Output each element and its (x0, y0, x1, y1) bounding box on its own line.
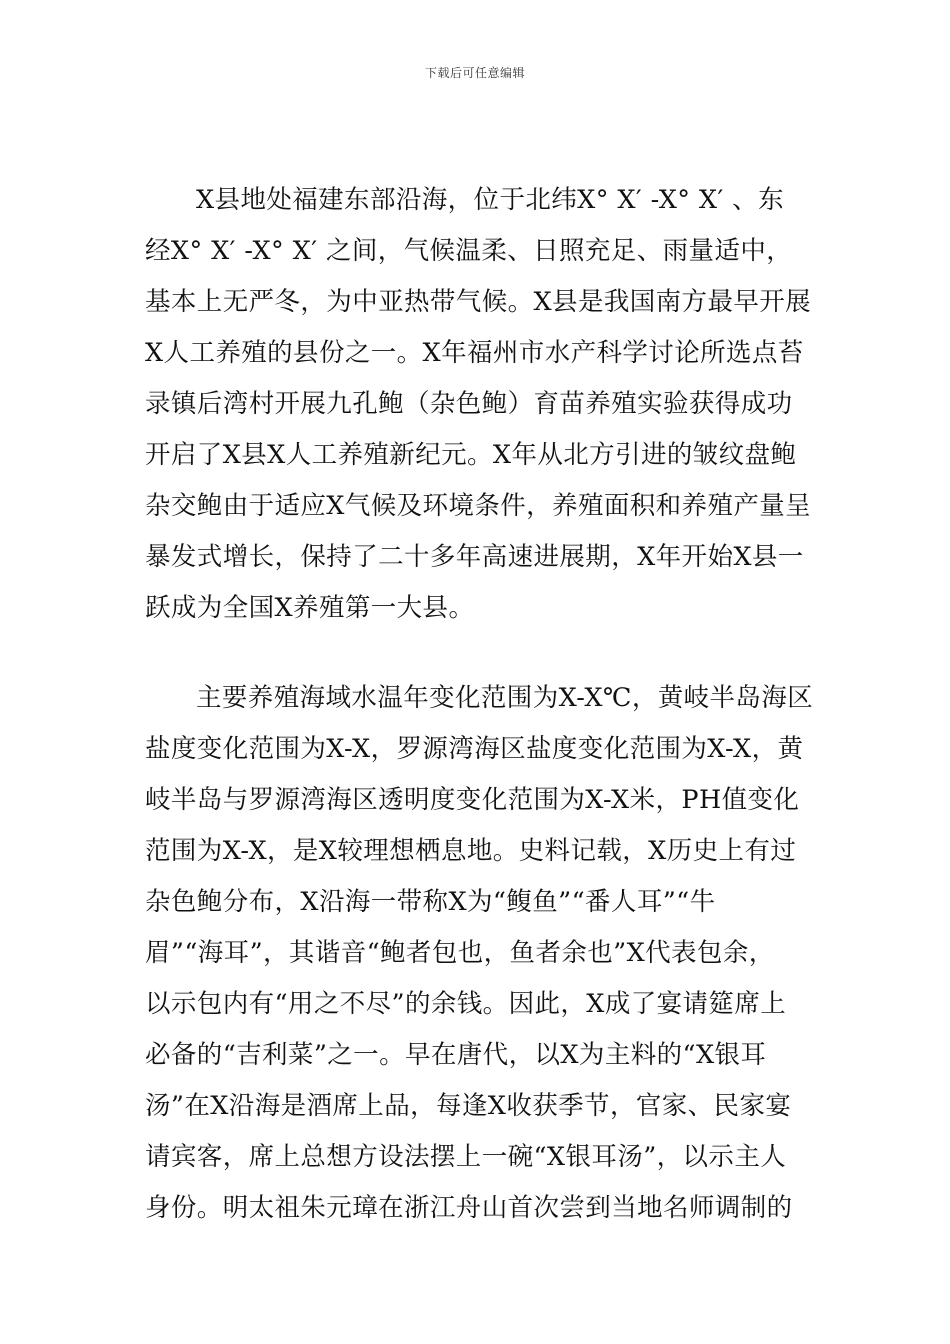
paragraph-line: 跃成为全国X养殖第一大县。 (145, 593, 475, 623)
paragraph-line: 经X° X′ -X° X′ 之间，气候温柔、日照充足、雨量适中， (145, 236, 793, 266)
paragraph-line: 杂色鲍分布，X沿海一带称X为“鳆鱼”“番人耳”“牛 (145, 887, 716, 917)
paragraph-line: X人工养殖的县份之一。X年福州市水产科学讨论所选点苔 (145, 338, 804, 368)
paragraph-line: 范围为X-X，是X较理想栖息地。史料记载，X历史上有过 (145, 836, 797, 866)
paragraph-line: 暴发式增长，保持了二十多年高速进展期，X年开始X县一 (145, 542, 804, 572)
paragraph-line: X县地处福建东部沿海，位于北纬X° X′ -X° X′ 、东 (196, 185, 784, 215)
paragraph-line: 汤”在X沿海是酒席上品，每逢X收获季节，官家、民家宴 (145, 1091, 792, 1121)
paragraph-line: 请宾客，席上总想方设法摆上一碗“X银耳汤”，以示主人 (145, 1142, 787, 1172)
paragraph-line: 录镇后湾村开展九孔鲍（杂色鲍）育苗养殖实验获得成功 (145, 389, 793, 419)
paragraph-line: 身份。明太祖朱元璋在浙江舟山首次尝到当地名师调制的 (145, 1193, 793, 1223)
paragraph-line: 基本上无严冬，为中亚热带气候。X县是我国南方最早开展 (145, 287, 812, 317)
paragraph-line: 必备的“吉利菜”之一。早在唐代，以X为主料的“X银耳 (145, 1040, 767, 1070)
paragraph-line: 岐半岛与罗源湾海区透明度变化范围为X-X米，PH值变化 (145, 785, 800, 815)
paragraph-line: 开启了X县X人工养殖新纪元。X年从北方引进的皱纹盘鲍 (145, 440, 797, 470)
paragraph-line: 以示包内有“用之不尽”的余钱。因此，X成了宴请筵席上 (145, 989, 787, 1019)
page-header: 下载后可任意编辑 (424, 66, 525, 80)
paragraph-line: 盐度变化范围为X-X，罗源湾海区盐度变化范围为X-X，黄 (145, 734, 804, 764)
paragraph-line: 眉”“海耳”，其谐音“鲍者包也，鱼者余也”X代表包余， (145, 938, 775, 968)
paragraph-line: 杂交鲍由于适应X气候及环境条件，养殖面积和养殖产量呈 (145, 491, 812, 521)
paragraph-line: 主要养殖海域水温年变化范围为X-X℃，黄岐半岛海区 (196, 683, 814, 713)
